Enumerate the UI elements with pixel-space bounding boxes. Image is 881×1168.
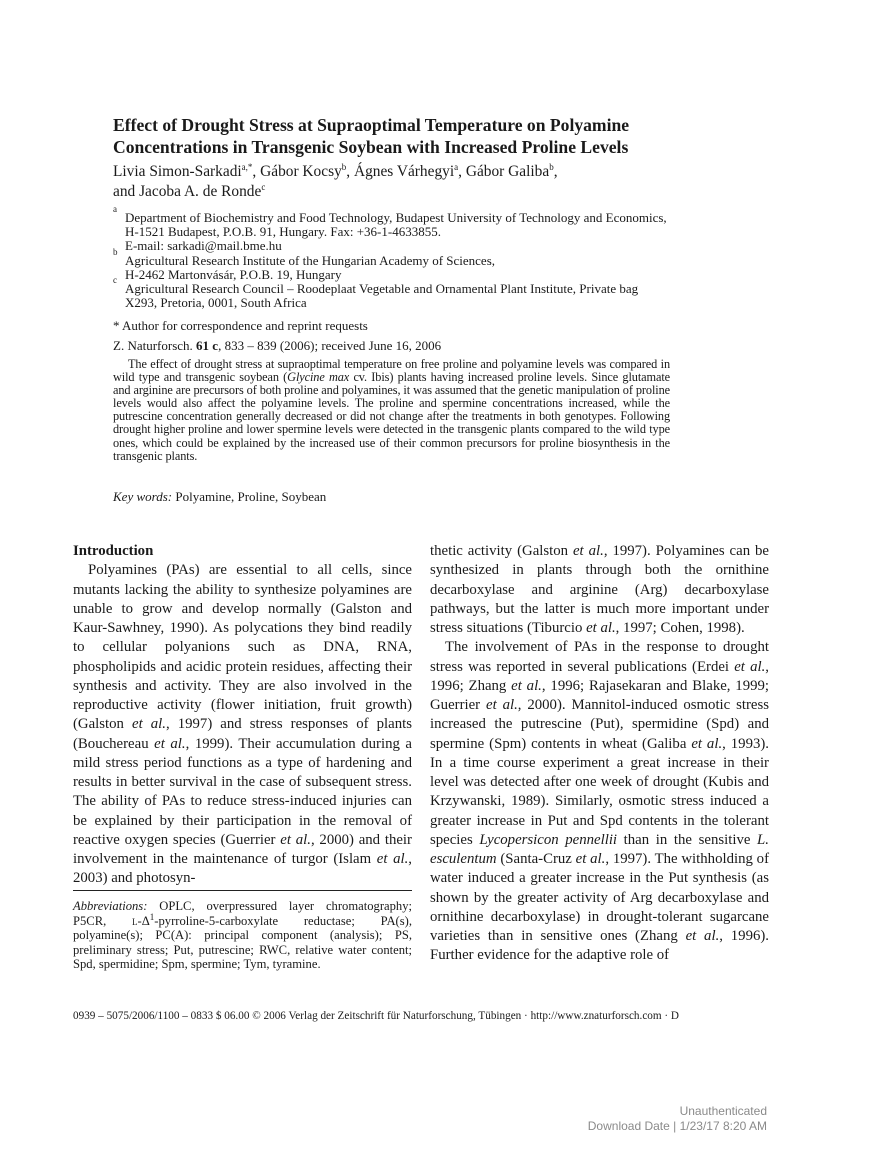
author-separator: , [458,163,466,180]
author-list [113,162,693,202]
abstract-text: The effect of drought stress at supraoptimal temperature on free proline and polyamine levels was compared in wild type and transgenic soybean ( [113,357,670,385]
keywords [113,489,673,504]
author-affiliation-mark: a,* [241,161,253,172]
affiliation-address: H-2462 Martonvásár, P.O.B. 19, Hungary [125,266,342,282]
article-title: Effect of Drought Stress at Supraoptimal Temperature on Polyamine Concentrations in Transgenic Soybean with Increased Proline Levels [113,115,630,157]
watermark-status: Unauthenticated [679,1104,767,1118]
author-affiliation-mark: c [261,181,266,192]
author-name: Livia Simon-Sarkadi [113,163,242,180]
species-name: Glycine max [287,370,350,385]
affiliation-a: a Department of Biochemistry and Food Technology, Budapest University of Technology and Economics, H-1521 Budapest, P.O.B. 91, Hungary. Fax: +36-1-4633855. E-mail: sarkadi@mail.bme.hu [113,204,667,254]
download-watermark [467,1104,767,1134]
abbreviations-footnote: Abbreviations: OPLC, overpressured layer chromatography; P5CR, $l-\Delta^1-pyrroline-5$-carboxylate reductase; PA(s), polyamine(s); PC(A): principal component (analysis); PS, preliminary stress; Put, putrescine; RWC, relative water content; Spd, spermidine; Spm, spermine; Tym, tyramine. [73,899,412,971]
keywords-label: Key words: [113,489,173,504]
journal-name: Z. Naturforsch. [113,338,193,353]
citation-line [113,338,673,353]
watermark-date: Download Date | 1/23/17 8:20 AM [587,1119,767,1133]
footnote-divider [73,890,412,891]
correspondence-note: * Author for correspondence and reprint requests [113,318,368,333]
author-name: Ágnes Várhegyi [353,163,455,180]
paragraph: thetic activity (Galston et al., 1997). Polyamines can be synthesized in plants through both the ornithine decarboxylase and arginine (Arg) decarboxylase pathways, but the latter is much more important under stress situations (Tiburcio et al., 1997; Cohen, 1998). [430,543,769,636]
journal-volume: 61 c [196,338,219,353]
left-column [73,542,412,889]
citation-pages-dates: , 833 – 839 (2006); received June 16, 2006 [218,338,442,353]
affiliation-text: Agricultural Research Council – Roodeplaat Vegetable and Ornamental Plant Institute, Private bag X293, Pretoria, 0001, South Africa [125,281,639,311]
affiliation-b: b Agricultural Research Institute of the Hungarian Academy of Sciences, H-2462 Martonvásár, P.O.B. 19, Hungary [113,246,496,282]
abstract-text: cv. Ibis) plants having increased proline levels. Since glutamate and arginine are precursors of both proline and polyamines, it was assumed that the genetic manipulation of proline levels would also affect the polyamine levels. The proline and spermine concentrations increased, while the putrescine concentration generally decreased or did not change after the treatments in both genotypes. Following drought higher proline and lower spermine levels were detected in the transgenic plants compared to the wild type ones, which could be explained by the increased use of their common precursors for proline biosynthesis in the transgenic plants. [113,370,670,463]
right-column [430,542,769,966]
author-affiliation-mark: b [341,161,347,172]
paragraph: Polyamines (PAs) are essential to all cells, since mutants lacking the ability to synthesize polyamines are unable to grow and develop normally (Galston and Kaur-Sawhney, 1990). As polycations they bind readily to cellular polyanions such as DNA, RNA, phospholipids and acidic protein residues, affecting their synthesis and activity. They are also involved in the reproductive activity (flower initiation, fruit growth) (Galston et al., 1997) and stress responses of plants (Bouchereau et al., 1999). Their accumulation during a mild stress period functions as a type of hardening and results in better survival in the case of subsequent stress. The ability of PAs to reduce stress-induced injuries can be explained by their participation in the removal of reactive oxygen species (Guerrier et al., 2000) and their involvement in the maintenance of turgor (Islam et al., 2003) and photosyn- [73,562,412,887]
author-affiliation-mark: b [549,161,554,172]
author-name: and Jacoba A. de Ronde [113,183,262,200]
author-separator: , [553,163,558,180]
author-name: Gábor Galiba [465,163,550,180]
affiliation-email: E-mail: sarkadi@mail.bme.hu [125,238,282,254]
section-heading-introduction: Introduction [73,543,154,559]
paragraph: The involvement of PAs in the response to drought stress was reported in several publications (Erdei et al., 1996; Zhang et al., 1996; Rajasekaran and Blake, 1999; Guerrier et al., 2000). Mannitol-induced osmotic stress increased the putrescine (Put), spermidine (Spd) and spermine (Spm) contents in wheat (Galiba et al., 1993). In a time course experiment a great increase in their level was detected after one week of drought (Kubis and Krzywanski, 1989). Similarly, osmotic stress induced a greater increase in Put and Spd contents in the tolerant species Lycopersicon pennellii than in the sensitive L. esculentum (Santa-Cruz et al., 1997). The withholding of water induced a greater increase in the Put synthesis (as shown by the greater activity of Arg decarboxylase and ornithine decarboxylase) in drought-tolerant sugarcane varieties than in sensitive ones (Zhang et al., 1996). Further evidence for the adaptive role of [430,639,770,964]
affiliation-c: c Agricultural Research Council – Roodeplaat Vegetable and Ornamental Plant Institute, Private bag X293, Pretoria, 0001, South Africa [113,275,639,311]
abbreviations-label: Abbreviations: [73,899,148,913]
author-name: Gábor Kocsy [260,163,342,180]
author-separator: , [346,163,354,180]
author-affiliation-mark: a [454,161,459,172]
abstract [113,358,670,463]
affiliation-text: Agricultural Research Institute of the Hungarian Academy of Sciences, [125,252,496,268]
copyright-footer: 0939 – 5075/2006/1100 – 0833 $ 06.00 © 2006 Verlag der Zeitschrift für Naturforschung, Tübingen · http://www.znaturforsch.com · D [73,1010,679,1022]
affiliations [113,204,673,311]
author-separator: , [252,163,261,180]
affiliation-text: Department of Biochemistry and Food Technology, Budapest University of Technology and Economics, H-1521 Budapest, P.O.B. 91, Hungary. Fax: +36-1-4633855. [125,210,667,240]
keywords-list: Polyamine, Proline, Soybean [172,489,327,504]
